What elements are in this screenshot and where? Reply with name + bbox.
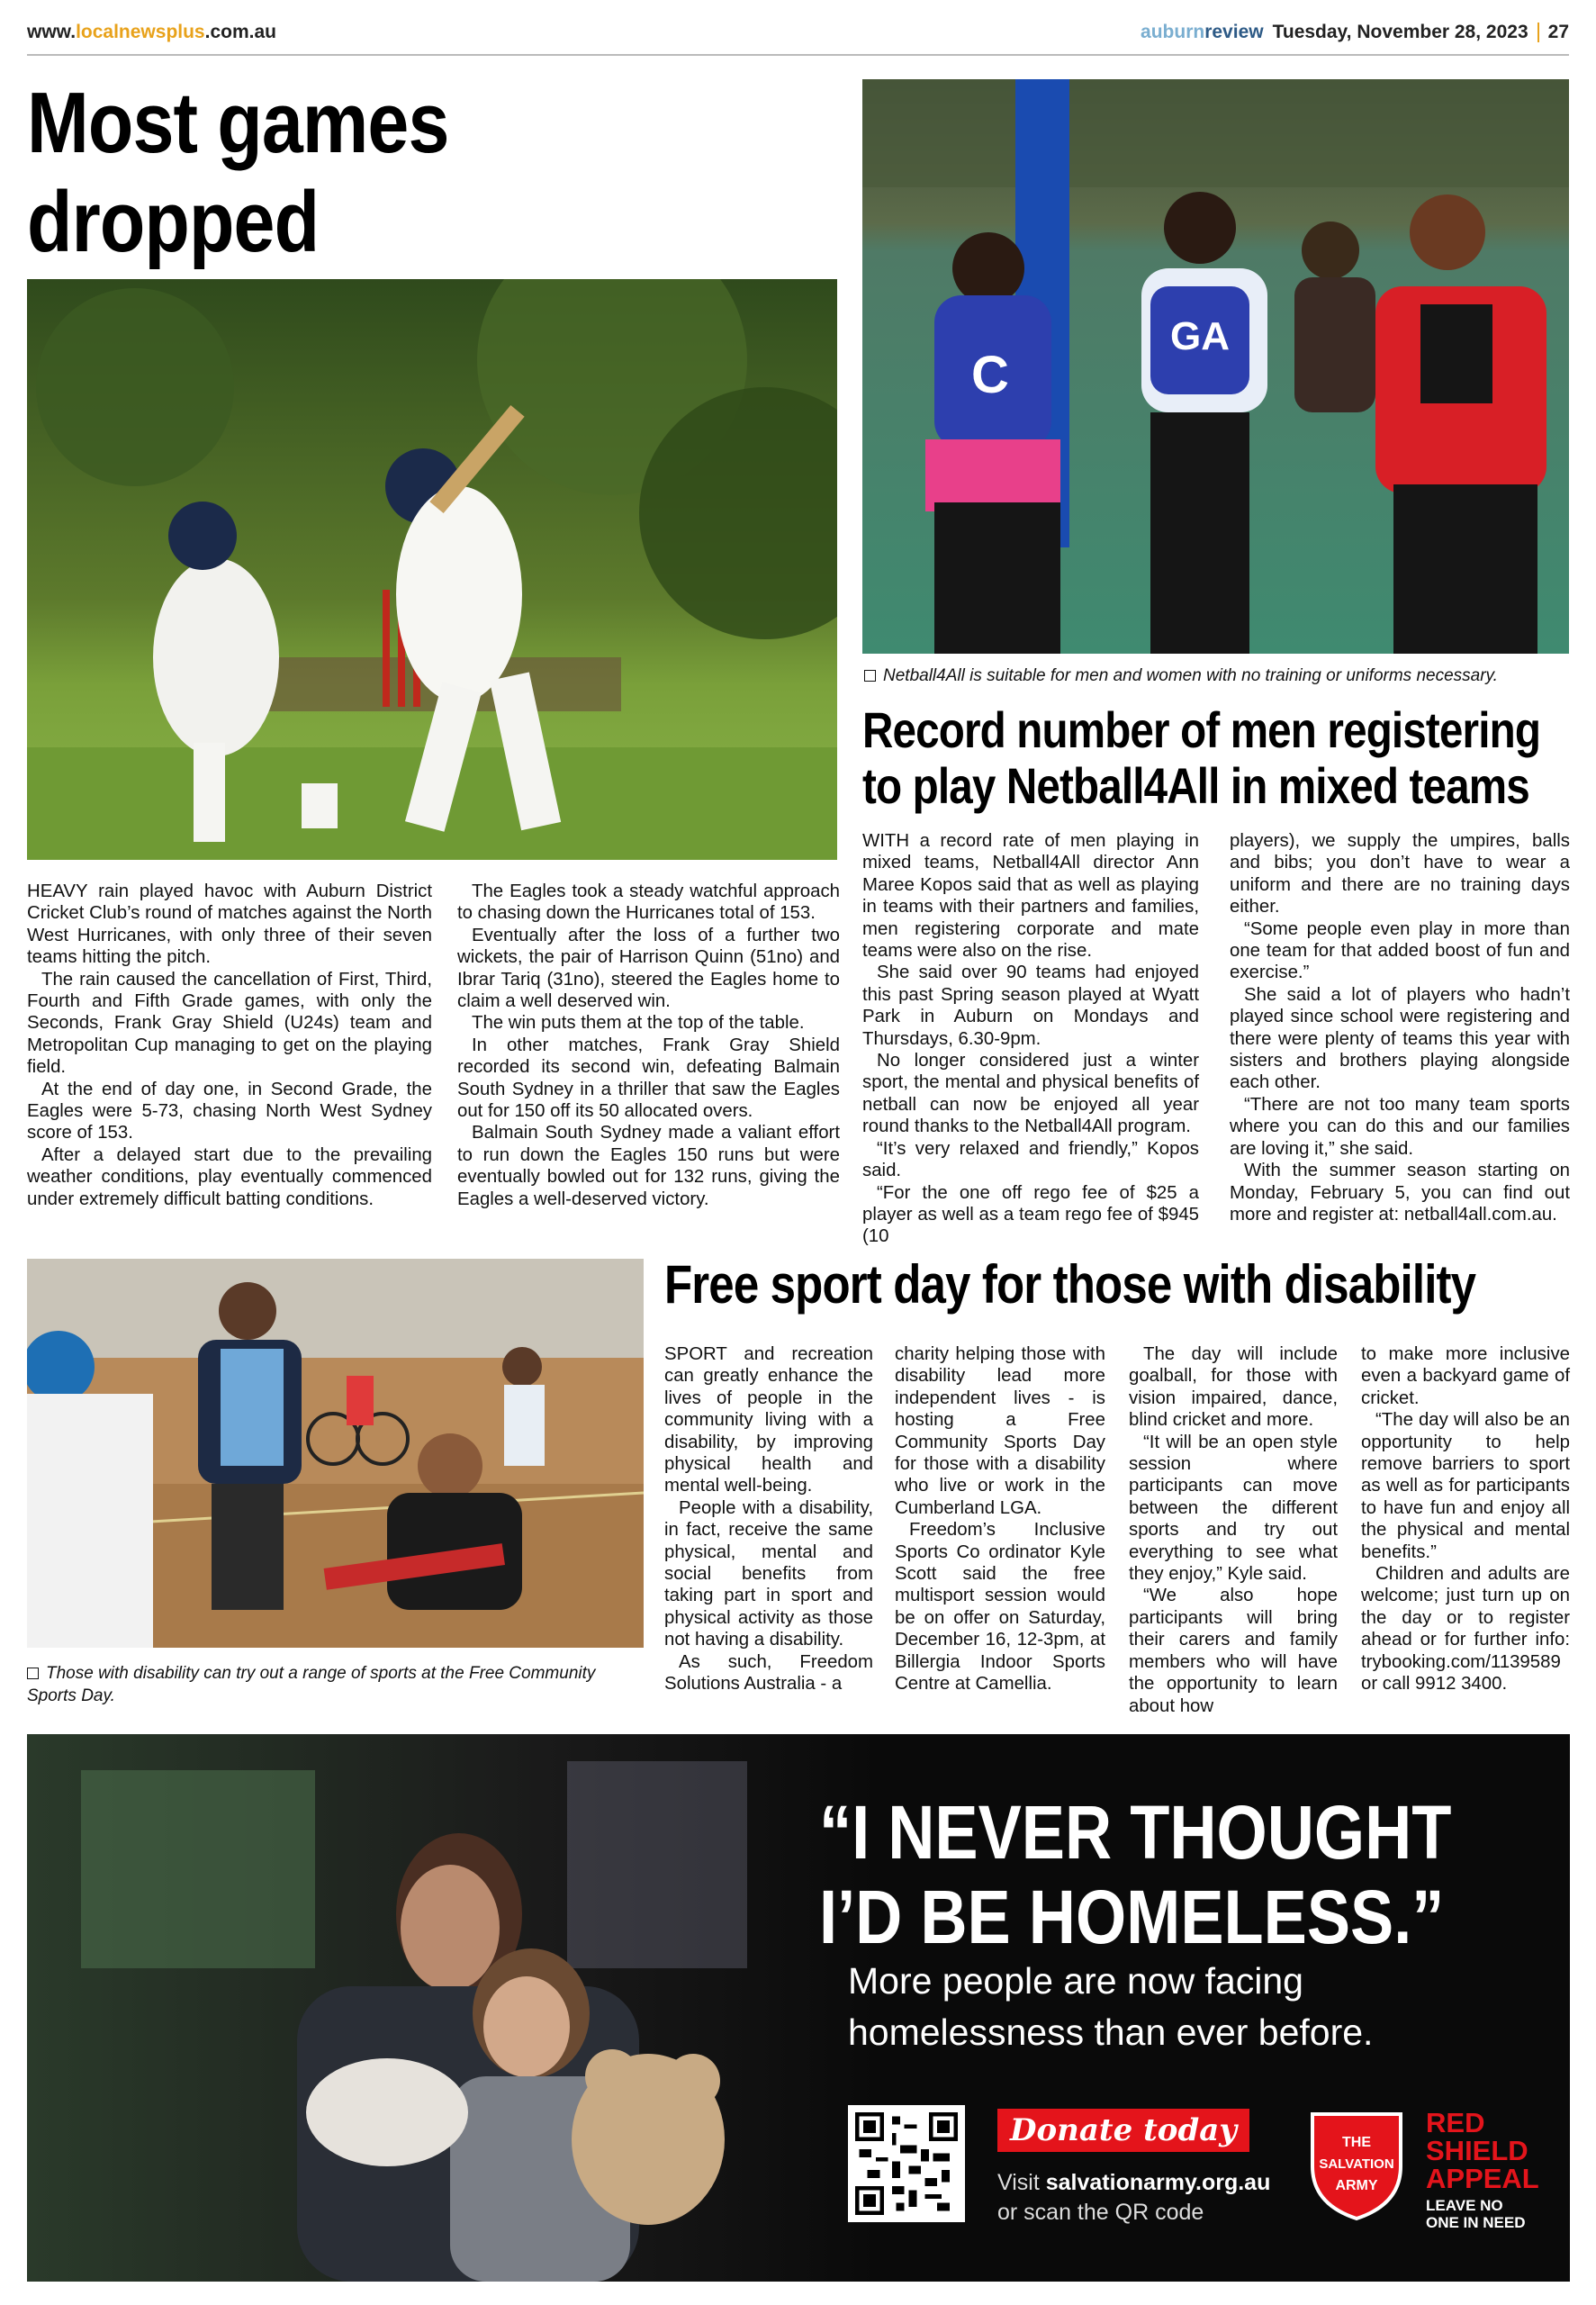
red-shield-appeal-logo: RED SHIELD APPEAL (1426, 2107, 1539, 2194)
cricket-column-2 (457, 881, 840, 1210)
disability-column-4 (1361, 1343, 1570, 1695)
disability-headline: Free sport day for those with disability (664, 1254, 1476, 1315)
masthead-right (1141, 22, 1569, 43)
paragraph: The win puts them at the top of the table. (472, 1013, 805, 1034)
paragraph: “It will be an open style session where participants can move between the different sports and try out everything to see what they enjoy,” Kyle said. (1129, 1432, 1338, 1585)
paragraph: At the end of day one, in Second Grade, the Eagles were 5-73, chasing North West Sydney score of 153. (27, 1079, 432, 1143)
ad-visit-text: Visit salvationarmy.org.au or scan the QR code (997, 2170, 1271, 2225)
appeal-tagline: LEAVE NO ONE IN NEED (1426, 2197, 1526, 2231)
svg-text:ARMY: ARMY (1335, 2178, 1378, 2193)
svg-text:THE: THE (1342, 2135, 1371, 2150)
disability-caption: Those with disability can try out a range of sports at the Free Community Sports Day. (27, 1664, 596, 1705)
ad-headline: “I NEVER THOUGHT I’D BE HOMELESS.” (819, 1790, 1452, 1959)
paragraph: “Some people even play in more than one team for that added boost of fun and exercise.” (1230, 918, 1570, 983)
site-url[interactable]: www.localnewsplus.com.au (27, 22, 276, 42)
caption-marker (27, 1668, 39, 1679)
cricket-headline: Most games dropped (27, 75, 449, 270)
paragraph: In other matches, Frank Gray Shield recorded its second win, defeating Balmain South Sydney in a thriller that saw the Eagles out for 150 off its 50 allocated overs. (457, 1035, 840, 1122)
paragraph: “We also hope participants will bring their carers and family members who will have the opportunity to learn about how (1129, 1586, 1338, 1716)
salvation-army-shield-logo (1307, 2107, 1406, 2222)
donate-button[interactable]: Donate today (997, 2109, 1249, 2152)
paragraph: After a delayed start due to the prevailing weather conditions, play eventually commenced under extremely difficult batting conditions. (27, 1144, 432, 1209)
netball-column-1 (862, 830, 1199, 1248)
paragraph: HEAVY rain played havoc with Auburn District Cricket Club’s round of matches against the North West Hurricanes, with only three of their seven teams hitting the pitch. (27, 881, 432, 968)
netball-headline: Record number of men registering to play Netball4All in mixed teams (862, 701, 1541, 814)
netball-column-2 (1230, 830, 1570, 1225)
divider (1537, 23, 1539, 42)
paragraph: No longer considered just a winter sport, the mental and physical benefits of netball can now be enjoyed all year round thanks to the Netball4All program. (862, 1051, 1199, 1137)
paragraph: Freedom’s Inclusive Sports Co ordinator Kyle Scott said the free multisport session would be on offer on Saturday, December 16, 12-3pm, at Billergia Indoor Sports Centre at Camellia. (895, 1520, 1105, 1695)
bib-letters-ga: GA (1170, 314, 1230, 358)
paragraph: SPORT and recreation can greatly enhance the lives of people in the community living with a disability, by improving physical health and mental well-being. (664, 1344, 873, 1496)
netball-photo (862, 79, 1569, 654)
paragraph: “The day will also be an opportunity to help remove barriers to sport as well as for participants to have fun and enjoy all the physical and mental benefits.” (1361, 1410, 1570, 1562)
paragraph: She said a lot of players who hadn’t played since school were registering and there were plenty of teams this year with sisters and brothers playing alongside each other. (1230, 984, 1570, 1093)
disability-sports-photo (27, 1259, 644, 1648)
paragraph: People with a disability, in fact, receive the same physical, mental and social benefits from taking part in sport and physical activity as those not having a disability. (664, 1497, 873, 1650)
paragraph: She said over 90 teams had enjoyed this past Spring season played at Wyatt Park in Auburn on Mondays and Thursdays, 6.30-9pm. (862, 963, 1199, 1049)
paragraph: players), we supply the umpires, balls and bibs; you don’t have to wear a uniform and there are no training days either. (1230, 831, 1570, 917)
paragraph: “There are not too many team sports where you can do this and our families are loving it,” she said. (1230, 1094, 1570, 1159)
salvation-army-ad[interactable] (27, 1734, 1570, 2282)
disability-column-3 (1129, 1343, 1338, 1717)
paragraph: charity helping those with disability lead more independent lives - is hosting a Free Community Sports Day for those with a disability who live or work in the Cumberland LGA. (895, 1344, 1105, 1518)
disability-column-1 (664, 1343, 873, 1695)
page-number: 27 (1547, 22, 1569, 42)
paragraph: As such, Freedom Solutions Australia - a (664, 1651, 873, 1695)
paragraph: Balmain South Sydney made a valiant effort to run down the Eagles 150 runs but were eventually bowled out for 132 runs, giving the Eagles a well-deserved victory. (457, 1123, 840, 1209)
paragraph: to make more inclusive even a backyard game of cricket. (1361, 1344, 1570, 1408)
netball-caption: Netball4All is suitable for men and women with no training or uniforms necessary. (864, 664, 1575, 687)
paragraph: The rain caused the cancellation of First, Third, Fourth and Fifth Grade games, with only the Seconds, Frank Gray Shield (U24s) team and Metropolitan Cup managing to get on the playing field. (27, 969, 432, 1078)
paragraph: The Eagles took a steady watchful approach to chasing down the Hurricanes total of 153. (457, 881, 840, 924)
paragraph: The day will include goalball, for those with vision impaired, dance, blind cricket and more. (1129, 1344, 1338, 1431)
salvation-army-link[interactable]: salvationarmy.org.au (1045, 2170, 1271, 2195)
publication-logo: auburnreview (1141, 22, 1264, 42)
disability-column-2 (895, 1343, 1105, 1695)
issue-date: Tuesday, November 28, 2023 (1272, 22, 1528, 42)
paragraph: “It’s very relaxed and friendly,” Kopos said. (862, 1138, 1199, 1181)
cricket-photo (27, 279, 837, 860)
paragraph: WITH a record rate of men playing in mixed teams, Netball4All director Ann Maree Kopos said that as well as playing in teams with their partners and families, men registering corporate and mate teams were also on the rise. (862, 831, 1199, 962)
cricket-column-1 (27, 881, 432, 1210)
caption-marker (864, 670, 876, 682)
ad-subheading: More people are now facing homelessness than ever before. (848, 1960, 1374, 2053)
paragraph: Eventually after the loss of a further two wickets, the pair of Harrison Quinn (51no) and Ibrar Tariq (31no), steered the Eagles home to claim a well deserved win. (457, 925, 840, 1012)
ad-photo (27, 1734, 882, 2282)
bib-letter-c: C (971, 346, 1009, 404)
svg-text:SALVATION: SALVATION (1319, 2156, 1394, 2172)
paragraph: Children and adults are welcome; just turn up on the day or to register ahead or for further info: trybooking.com/1139589 or call 9912 3400. (1361, 1564, 1570, 1695)
paragraph: “For the one off rego fee of $25 a player as well as a team rego fee of $945 (10 (862, 1182, 1199, 1247)
header-rule (27, 54, 1569, 56)
paragraph: With the summer season starting on Monday, February 5, you can find out more and register at: netball4all.com.au. (1230, 1161, 1570, 1225)
qr-code[interactable] (848, 2105, 965, 2222)
